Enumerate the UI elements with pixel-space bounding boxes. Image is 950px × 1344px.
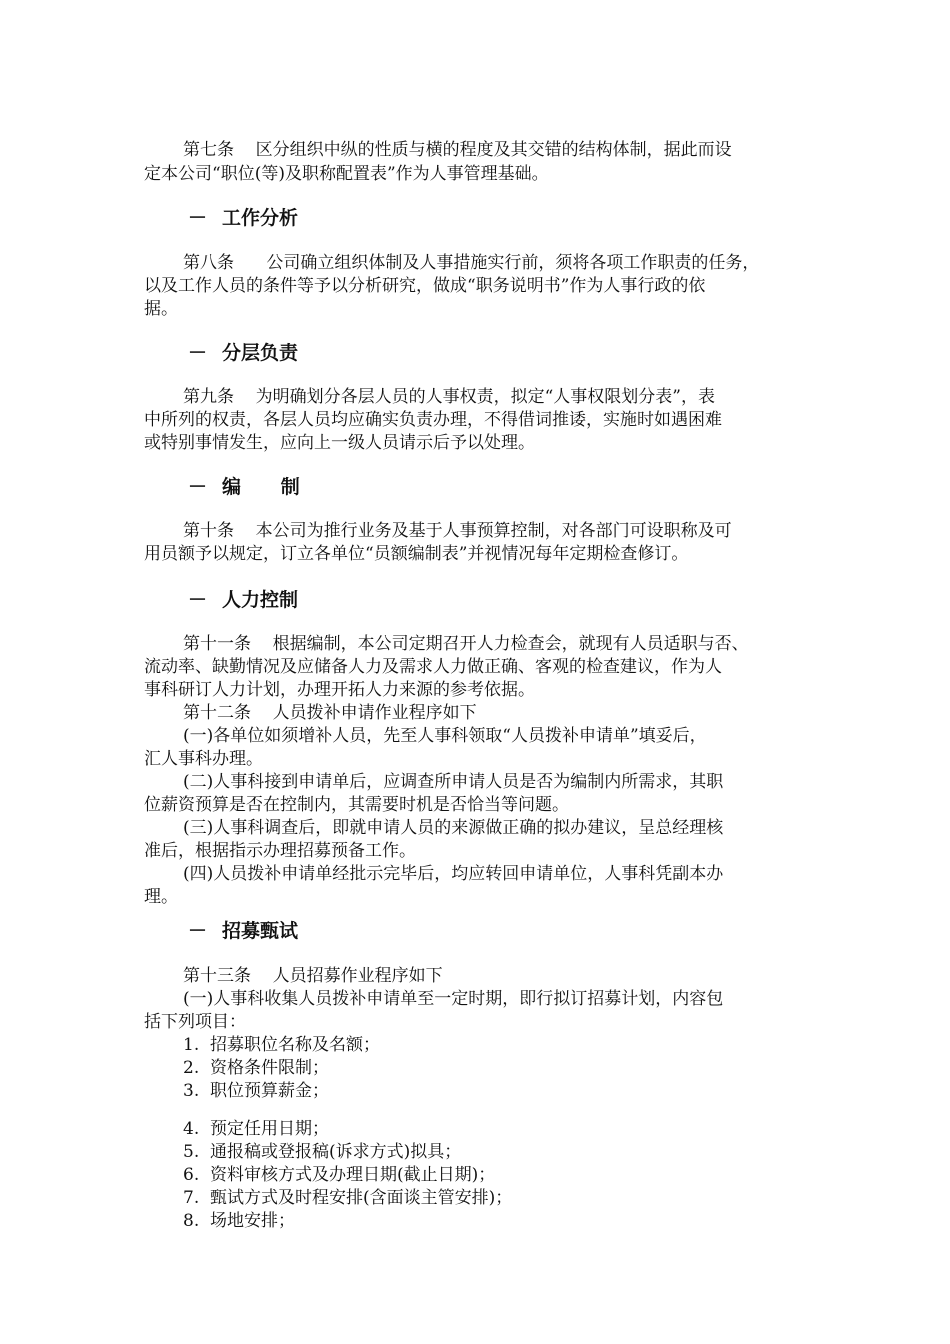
- article-13-title: 第十三条 人员招募作业程序如下: [183, 966, 443, 986]
- heading-title: 编 制: [222, 476, 300, 498]
- list-item: 7. 甄试方式及时程安排(含面谈主管安排)；: [183, 1188, 513, 1208]
- heading-dash: －: [188, 342, 208, 364]
- article-12-sub-1-line-2: 汇人事科办理。: [144, 749, 263, 769]
- list-item: 3. 职位预算薪金；: [183, 1081, 330, 1101]
- article-9-line-1: 第九条 为明确划分各层人员的人事权责，拟定“人事权限划分表”，表: [183, 387, 715, 407]
- article-8-line-3: 据。: [144, 299, 178, 319]
- heading-title: 人力控制: [222, 589, 299, 611]
- heading-dash: －: [188, 476, 208, 498]
- list-item: 4. 预定任用日期；: [183, 1119, 330, 1139]
- article-12-sub-4-line-2: 理。: [144, 887, 178, 907]
- article-12-sub-2-line-2: 位薪资预算是否在控制内，其需要时机是否恰当等问题。: [144, 795, 569, 815]
- list-item: 2. 资格条件限制；: [183, 1058, 330, 1078]
- section-heading-delegation: [188, 339, 298, 367]
- heading-dash: －: [188, 920, 208, 942]
- article-13-sub-1-line-1: (一)人事科收集人员拨补申请单至一定时期，即行拟订招募计划，内容包: [183, 989, 724, 1009]
- article-12-sub-3-line-1: (三)人事科调查后，即就申请人员的来源做正确的拟办建议，呈总经理核: [183, 818, 724, 838]
- article-9-line-2: 中所列的权责，各层人员均应确实负责办理，不得借词推诿，实施时如遇困难: [144, 410, 722, 430]
- article-12-sub-1-line-1: (一)各单位如须增补人员，先至人事科领取“人员拨补申请单”填妥后，: [183, 726, 707, 746]
- article-9-line-3: 或特别事情发生，应向上一级人员请示后予以处理。: [144, 433, 535, 453]
- list-item: 5. 通报稿或登报稿(诉求方式)拟具；: [183, 1142, 462, 1162]
- article-7-line-2: 定本公司“职位(等)及职称配置表”作为人事管理基础。: [144, 164, 549, 184]
- heading-title: 招募甄试: [222, 920, 299, 942]
- heading-title: 工作分析: [222, 207, 299, 229]
- list-item: 6. 资料审核方式及办理日期(截止日期)；: [183, 1165, 496, 1185]
- article-7-line-1: 第七条 区分组织中纵的性质与横的程度及其交错的结构体制，据此而设: [183, 140, 732, 160]
- section-heading-staffing: [188, 473, 300, 501]
- heading-dash: －: [188, 589, 208, 611]
- article-11-line-2: 流动率、缺勤情况及应储备人力及需求人力做正确、客观的检查建议，作为人: [144, 657, 722, 677]
- section-heading-manpower-control: [188, 586, 298, 614]
- article-8-line-1: 第八条 公司确立组织体制及人事措施实行前，须将各项工作职责的任务，: [183, 253, 760, 273]
- article-10-line-2: 用员额予以规定，订立各单位“员额编制表”并视情况每年定期检查修订。: [144, 544, 689, 564]
- list-item: 8. 场地安排；: [183, 1211, 296, 1231]
- section-heading-job-analysis: [188, 204, 298, 232]
- heading-title: 分层负责: [222, 342, 299, 364]
- article-12-sub-4-line-1: (四)人员拨补申请单经批示完毕后，均应转回申请单位，人事科凭副本办: [183, 864, 724, 884]
- article-11-line-1: 第十一条 根据编制，本公司定期召开人力检查会，就现有人员适职与否、: [183, 634, 749, 654]
- article-10-line-1: 第十条 本公司为推行业务及基于人事预算控制，对各部门可设职称及可: [183, 521, 732, 541]
- article-11-line-3: 事科研订人力计划，办理开拓人力来源的参考依据。: [144, 680, 535, 700]
- article-13-sub-1-line-2: 括下列项目：: [144, 1012, 246, 1032]
- article-12-title: 第十二条 人员拨补申请作业程序如下: [183, 703, 477, 723]
- list-item: 1. 招募职位名称及名额；: [183, 1035, 381, 1055]
- article-12-sub-3-line-2: 准后，根据指示办理招募预备工作。: [144, 841, 416, 861]
- article-8-line-2: 以及工作人员的条件等予以分析研究，做成“职务说明书”作为人事行政的依: [144, 276, 706, 296]
- heading-dash: －: [188, 207, 208, 229]
- article-12-sub-2-line-1: (二)人事科接到申请单后，应调查所申请人员是否为编制内所需求，其职: [183, 772, 724, 792]
- section-heading-recruitment: [188, 917, 298, 945]
